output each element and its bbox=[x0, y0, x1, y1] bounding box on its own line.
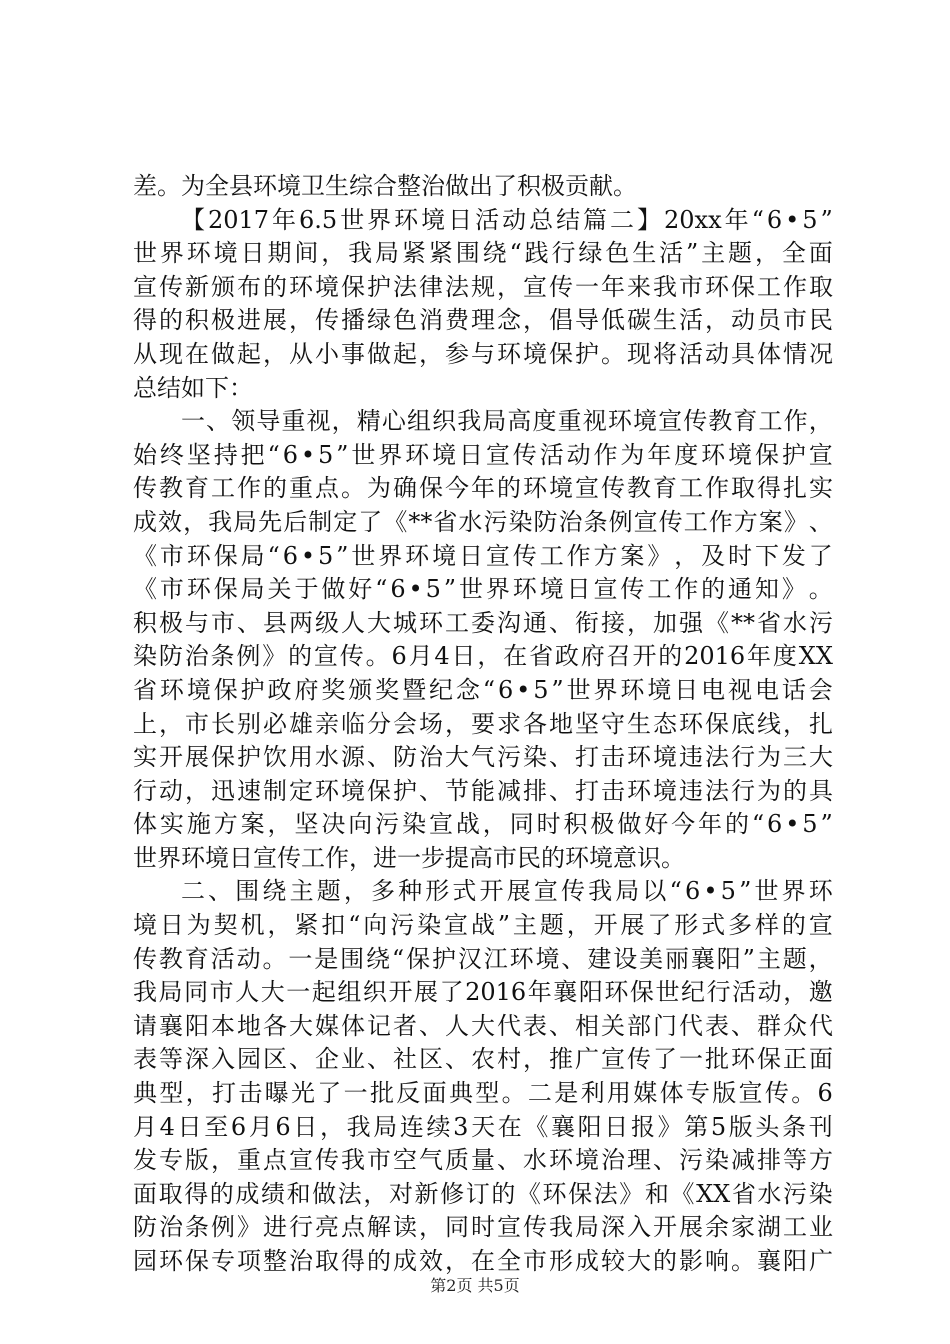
text-line: 差。为全县环境卫生综合整治做出了积极贡献。 bbox=[133, 172, 637, 200]
text-line: 总结如下： bbox=[133, 373, 253, 402]
text-line: 我 局 同 市 人 大 一 起 组 织 开 展 了 2016 年 襄 阳 环 保 世 纪 行 活 动 ， 邀 bbox=[133, 978, 833, 1007]
page-footer: 第2页 共5页 bbox=[430, 1276, 520, 1295]
document-body bbox=[133, 170, 833, 1279]
text-line: 省 环 境 保 护 政 府 奖 颁 奖 暨 纪 念 “ 6 • 5 ” 世 界 环 境 日 电 视 电 话 会 bbox=[133, 675, 833, 704]
text-line: 【 2017 年 6.5 世 界 环 境 日 活 动 总 结 篇 二 】 20xx 年 “ 6 • 5 ” bbox=[181, 205, 833, 234]
text-line: 宣 传 新 颁 布 的 环 境 保 护 法 律 法 规 ， 宣 传 一 年 来 我 市 环 保 工 作 取 bbox=[133, 272, 833, 301]
text-line: 面 取 得 的 成 绩 和 做 法 ， 对 新 修 订 的 《 环 保 法 》 和 《 XX 省 水 污 染 bbox=[133, 1179, 833, 1208]
text-line: 上 ， 市 长 别 必 雄 亲 临 分 会 场 ， 要 求 各 地 坚 守 生 态 环 保 底 线 ， 扎 bbox=[133, 709, 833, 738]
text-line: 传 教 育 活 动 。 一 是 围 绕 “ 保 护 汉 江 环 境 、 建 设 美 丽 襄 阳 ” 主 题 ， bbox=[133, 944, 833, 973]
text-line: 世 界 环 境 日 期 间 ， 我 局 紧 紧 围 绕 “ 践 行 绿 色 生 活 ” 主 题 ， 全 面 bbox=[133, 239, 833, 268]
text-line: 实 开 展 保 护 饮 用 水 源 、 防 治 大 气 污 染 、 打 击 环 境 违 法 行 为 三 大 bbox=[133, 743, 833, 772]
text-line: 积 极 与 市 、 县 两 级 人 大 城 环 工 委 沟 通 、 衔 接 ， 加 强 《 ** 省 水 污 bbox=[133, 608, 833, 637]
text-line: 境 日 为 契 机 ， 紧 扣 “ 向 污 染 宣 战 ” 主 题 ， 开 展 了 形 式 多 样 的 宣 bbox=[133, 911, 833, 940]
text-line: 月 4 日 至 6 月 6 日 ， 我 局 连 续 3 天 在 《 襄 阳 日 报 》 第 5 版 头 条 刊 bbox=[133, 1112, 833, 1141]
text-line: 行 动 ， 迅 速 制 定 环 境 保 护 、 节 能 减 排 、 打 击 环 境 违 法 行 为 的 具 bbox=[133, 776, 833, 805]
text-line: 始 终 坚 持 把 “ 6 • 5 ” 世 界 环 境 日 宣 传 活 动 作 为 年 度 环 境 保 护 宣 bbox=[133, 440, 833, 469]
text-line: 二 、 围 绕 主 题 ， 多 种 形 式 开 展 宣 传 我 局 以 “ 6 • 5 ” 世 界 环 bbox=[181, 877, 833, 906]
text-line: 染 防 治 条 例 》 的 宣 传 。 6 月 4 日 ， 在 省 政 府 召 开 的 2016 年 度 XX bbox=[133, 642, 833, 671]
text-line: 防 治 条 例 》 进 行 亮 点 解 读 ， 同 时 宣 传 我 局 深 入 开 展 余 家 湖 工 业 bbox=[133, 1213, 833, 1242]
text-line: 体 实 施 方 案 ， 坚 决 向 污 染 宣 战 ， 同 时 积 极 做 好 今 年 的 “ 6 • 5 ” bbox=[133, 810, 833, 839]
text-line: 典 型 ， 打 击 曝 光 了 一 批 反 面 典 型 。 二 是 利 用 媒 体 专 版 宣 传 。 6 bbox=[133, 1079, 833, 1108]
text-line: 成 效 ， 我 局 先 后 制 定 了 《 ** 省 水 污 染 防 治 条 例 宣 传 工 作 方 案 》 、 bbox=[133, 507, 833, 536]
text-line: 发 专 版 ， 重 点 宣 传 我 市 空 气 质 量 、 水 环 境 治 理 、 污 染 减 排 等 方 bbox=[133, 1146, 833, 1175]
text-line: 表 等 深 入 园 区 、 企 业 、 社 区 、 农 村 ， 推 广 宣 传 了 一 批 环 保 正 面 bbox=[133, 1045, 833, 1074]
text-line: 请 襄 阳 本 地 各 大 媒 体 记 者 、 人 大 代 表 、 相 关 部 门 代 表 、 群 众 代 bbox=[133, 1011, 833, 1040]
text-line: 园 环 保 专 项 整 治 取 得 的 成 效 ， 在 全 市 形 成 较 大 的 影 响 。 襄 阳 广 bbox=[133, 1247, 833, 1275]
text-line: 从 现 在 做 起 ， 从 小 事 做 起 ， 参 与 环 境 保 护 。 现 将 活 动 具 体 情 况 bbox=[133, 339, 833, 368]
text-line: 《 市 环 保 局 关 于 做 好 “ 6 • 5 ” 世 界 环 境 日 宣 传 工 作 的 通 知 》 。 bbox=[133, 575, 833, 604]
text-line: 得 的 积 极 进 展 ， 传 播 绿 色 消 费 理 念 ， 倡 导 低 碳 生 活 ， 动 员 市 民 bbox=[133, 306, 833, 335]
text-line: 《 市 环 保 局 “ 6 • 5 ” 世 界 环 境 日 宣 传 工 作 方 案 》 ， 及 时 下 发 了 bbox=[133, 541, 833, 570]
text-line: 一 、 领 导 重 视 ， 精 心 组 织 我 局 高 度 重 视 环 境 宣 传 教 育 工 作 ， bbox=[181, 407, 833, 436]
text-line: 传 教 育 工 作 的 重 点 。 为 确 保 今 年 的 环 境 宣 传 教 育 工 作 取 得 扎 实 bbox=[133, 474, 833, 503]
text-line: 世界环境日宣传工作，进一步提高市民的环境意识。 bbox=[133, 843, 685, 872]
